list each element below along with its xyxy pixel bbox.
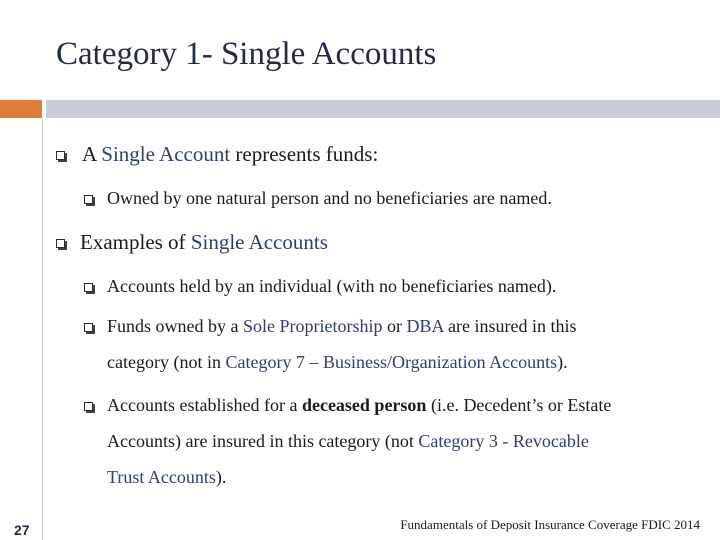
bullet-text: Examples of <box>80 230 191 254</box>
sub-bullet-owned-by-one: Owned by one natural person and no beneficiaries are named. <box>107 188 552 208</box>
highlight-term: Sole Proprietorship <box>243 316 383 336</box>
highlight-term: Single Account <box>101 142 231 166</box>
sub-bullet-sole-proprietorship-cont <box>107 352 568 373</box>
page-number: 27 <box>14 522 30 538</box>
sub-bullet-deceased-person-cont <box>107 431 589 452</box>
bullet-text: category (not in <box>107 352 226 372</box>
highlight-term: Single Accounts <box>190 230 328 254</box>
emphasis-term: deceased person <box>301 395 427 415</box>
sub-bullet-individual-accounts: Accounts held by an individual (with no beneficiaries named). <box>107 276 557 296</box>
highlight-term: Category 7 – Business/Organization Accounts <box>225 352 558 372</box>
square-bullet-icon <box>84 323 93 332</box>
accent-bar-gray <box>46 100 720 118</box>
bullet-text: Funds owned by a <box>107 316 243 336</box>
bullet-text: or <box>382 316 407 336</box>
sub-bullet-deceased-person-cont2 <box>107 467 226 488</box>
bullet-single-account-definition <box>82 142 378 167</box>
square-bullet-icon <box>56 151 65 160</box>
slide-title: Category 1- Single Accounts <box>56 36 437 72</box>
highlight-term: Trust Accounts <box>107 467 216 487</box>
bullet-text: A <box>82 142 102 166</box>
square-bullet-icon <box>84 283 93 292</box>
square-bullet-icon <box>56 239 65 248</box>
bullet-text: represents funds: <box>230 142 379 166</box>
bullet-text: ). <box>557 352 568 372</box>
bullet-text: ). <box>215 467 227 487</box>
square-bullet-icon <box>84 402 93 411</box>
square-bullet-icon <box>84 195 93 204</box>
accent-bar-orange <box>0 100 42 118</box>
sub-bullet-sole-proprietorship <box>107 316 577 337</box>
bullet-text: are insured in this <box>443 316 577 336</box>
bullet-text: (i.e. Decedent’s or Estate <box>426 395 612 415</box>
bullet-examples-heading <box>80 230 328 255</box>
sub-bullet-deceased-person <box>107 395 611 416</box>
bullet-text: Accounts) are insured in this category (not <box>107 431 419 451</box>
highlight-term: Category 3 - Revocable <box>418 431 589 451</box>
footer-text: Fundamentals of Deposit Insurance Coverage FDIC 2014 <box>400 517 700 532</box>
left-divider-line <box>42 118 43 540</box>
bullet-text: Accounts established for a <box>107 395 302 415</box>
highlight-term: DBA <box>406 316 444 336</box>
